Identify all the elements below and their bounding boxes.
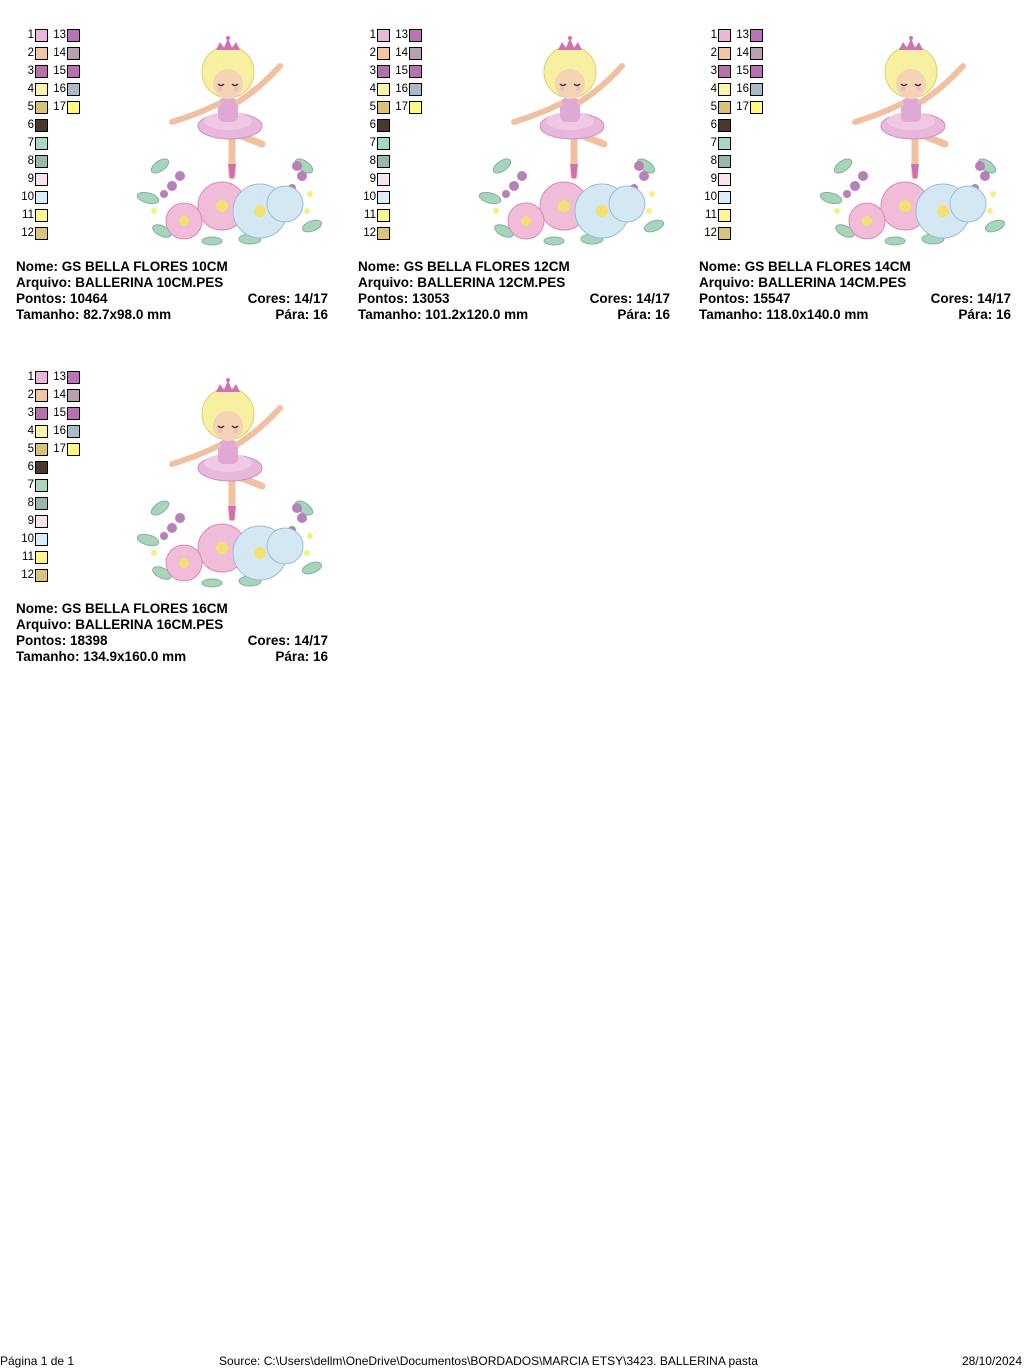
swatch-number: 12: [21, 569, 34, 581]
swatch-color-box: [377, 191, 390, 204]
color-swatch-12: [14, 566, 48, 584]
para-label: Pára:: [275, 649, 310, 664]
swatch-number: 3: [369, 65, 376, 77]
color-swatch-16: [48, 80, 80, 98]
swatch-number: 10: [704, 191, 717, 203]
swatch-color-box: [377, 29, 390, 42]
swatch-color-box: [718, 119, 731, 132]
swatch-color-box: [750, 83, 763, 96]
color-swatch-5: [697, 98, 731, 116]
swatch-color-box: [35, 515, 48, 528]
color-swatch-2: [14, 386, 48, 404]
swatch-color-box: [35, 389, 48, 402]
design-card: [14, 368, 334, 668]
color-swatch-4: [356, 80, 390, 98]
arquivo-value: BALLERINA 16CM.PES: [75, 617, 224, 632]
tamanho-label: Tamanho:: [358, 307, 422, 322]
swatch-number: 16: [53, 83, 66, 95]
color-swatch-7: [697, 134, 731, 152]
swatch-color-box: [750, 101, 763, 114]
color-swatch-5: [14, 440, 48, 458]
color-swatch-8: [356, 152, 390, 170]
swatch-color-box: [718, 65, 731, 78]
design-card: [697, 26, 1017, 326]
pontos-value: 15547: [753, 291, 791, 306]
footer-source: Source: C:\Users\dellm\OneDrive\Documentos\BORDADOS\MARCIA ETSY\3423. BALLERINA pasta: [219, 1354, 758, 1368]
swatch-color-box: [35, 497, 48, 510]
swatch-number: 2: [369, 47, 376, 59]
tamanho-value: 134.9x160.0 mm: [83, 649, 187, 664]
swatch-number: 13: [395, 29, 408, 41]
color-swatch-8: [697, 152, 731, 170]
swatch-color-box: [35, 29, 48, 42]
cores-value: 14/17: [636, 291, 670, 306]
color-swatch-1: [14, 368, 48, 386]
swatch-color-box: [377, 209, 390, 222]
nome-label: Nome:: [699, 259, 742, 274]
tamanho-value: 101.2x120.0 mm: [425, 307, 529, 322]
arquivo-value: BALLERINA 12CM.PES: [417, 275, 566, 290]
color-swatch-5: [14, 98, 48, 116]
swatch-color-box: [750, 65, 763, 78]
swatch-color-box: [67, 407, 80, 420]
swatch-color-box: [67, 47, 80, 60]
swatch-number: 12: [704, 227, 717, 239]
swatch-color-box: [377, 155, 390, 168]
swatch-number: 9: [710, 173, 717, 185]
swatch-number: 12: [363, 227, 376, 239]
nome-label: Nome:: [16, 601, 59, 616]
color-swatch-10: [697, 188, 731, 206]
color-swatch-1: [14, 26, 48, 44]
swatch-color-box: [35, 101, 48, 114]
nome-value: GS BELLA FLORES 10CM: [61, 259, 228, 274]
color-swatch-15: [48, 62, 80, 80]
color-swatch-13: [731, 26, 763, 44]
swatch-number: 1: [710, 29, 717, 41]
swatch-number: 4: [710, 83, 717, 95]
color-swatch-16: [731, 80, 763, 98]
swatch-number: 2: [27, 47, 34, 59]
color-swatch-8: [14, 494, 48, 512]
swatch-color-box: [409, 65, 422, 78]
swatch-color-box: [718, 47, 731, 60]
swatch-number: 15: [53, 407, 66, 419]
swatch-number: 6: [27, 461, 34, 473]
color-swatch-6: [697, 116, 731, 134]
swatch-number: 9: [369, 173, 376, 185]
color-swatch-3: [697, 62, 731, 80]
footer-page: Página 1 de 1: [0, 1354, 75, 1368]
cores-label: Cores:: [930, 291, 974, 306]
swatch-color-box: [35, 461, 48, 474]
swatch-number: 16: [53, 425, 66, 437]
swatch-color-box: [718, 173, 731, 186]
design-info: [699, 259, 1011, 323]
para-label: Pára:: [958, 307, 993, 322]
tamanho-value: 82.7x98.0 mm: [83, 307, 172, 322]
swatch-number: 17: [736, 101, 749, 113]
color-swatch-1: [356, 26, 390, 44]
para-label: Pára:: [617, 307, 652, 322]
color-swatch-15: [48, 404, 80, 422]
color-swatch-7: [14, 134, 48, 152]
swatch-number: 9: [27, 173, 34, 185]
swatch-number: 13: [53, 29, 66, 41]
color-swatch-17: [731, 98, 763, 116]
swatch-number: 8: [710, 155, 717, 167]
swatch-number: 17: [53, 101, 66, 113]
swatch-color-box: [377, 47, 390, 60]
color-swatch-9: [14, 512, 48, 530]
swatch-number: 3: [710, 65, 717, 77]
swatch-number: 6: [369, 119, 376, 131]
cores-value: 14/17: [294, 291, 328, 306]
pontos-label: Pontos:: [358, 291, 409, 306]
swatch-color-box: [409, 83, 422, 96]
color-swatch-4: [14, 422, 48, 440]
color-swatch-2: [356, 44, 390, 62]
color-swatch-17: [390, 98, 422, 116]
footer-date: 28/10/2024: [961, 1354, 1022, 1368]
swatch-number: 7: [710, 137, 717, 149]
color-swatch-2: [14, 44, 48, 62]
ballerina-embroidery-image: [132, 26, 322, 248]
nome-value: GS BELLA FLORES 12CM: [403, 259, 570, 274]
para-value: 16: [312, 307, 328, 322]
color-swatch-15: [731, 62, 763, 80]
swatch-number: 4: [27, 425, 34, 437]
color-swatch-10: [14, 530, 48, 548]
design-card: [356, 26, 676, 326]
swatch-color-box: [377, 173, 390, 186]
swatch-color-box: [409, 29, 422, 42]
swatch-number: 10: [21, 191, 34, 203]
cores-label: Cores:: [247, 291, 291, 306]
color-swatch-14: [48, 386, 80, 404]
color-swatch-10: [356, 188, 390, 206]
swatch-color-box: [718, 209, 731, 222]
swatch-number: 5: [27, 443, 34, 455]
swatch-color-box: [718, 191, 731, 204]
swatch-number: 4: [27, 83, 34, 95]
swatch-color-box: [67, 65, 80, 78]
para-value: 16: [654, 307, 670, 322]
swatch-color-box: [35, 533, 48, 546]
color-swatch-16: [48, 422, 80, 440]
swatch-color-box: [718, 83, 731, 96]
color-swatch-3: [14, 62, 48, 80]
swatch-color-box: [35, 137, 48, 150]
swatch-number: 8: [27, 497, 34, 509]
swatch-number: 5: [27, 101, 34, 113]
color-swatch-17: [48, 98, 80, 116]
arquivo-label: Arquivo:: [16, 275, 72, 290]
swatch-number: 15: [395, 65, 408, 77]
swatch-color-box: [35, 407, 48, 420]
swatch-number: 3: [27, 65, 34, 77]
color-swatch-15: [390, 62, 422, 80]
color-swatch-6: [14, 116, 48, 134]
swatch-number: 4: [369, 83, 376, 95]
swatch-color-box: [409, 47, 422, 60]
swatch-color-box: [718, 29, 731, 42]
swatch-color-box: [67, 443, 80, 456]
color-swatch-7: [14, 476, 48, 494]
color-swatch-8: [14, 152, 48, 170]
color-swatch-13: [390, 26, 422, 44]
nome-value: GS BELLA FLORES 16CM: [61, 601, 228, 616]
swatch-number: 10: [21, 533, 34, 545]
swatch-number: 11: [705, 209, 717, 221]
color-swatch-2: [697, 44, 731, 62]
swatch-color-box: [718, 227, 731, 240]
swatch-number: 11: [364, 209, 376, 221]
swatch-color-box: [377, 65, 390, 78]
swatch-number: 17: [53, 443, 66, 455]
swatch-color-box: [35, 551, 48, 564]
swatch-color-box: [35, 173, 48, 186]
tamanho-label: Tamanho:: [16, 307, 80, 322]
color-swatch-16: [390, 80, 422, 98]
color-swatch-11: [356, 206, 390, 224]
swatch-number: 8: [27, 155, 34, 167]
swatch-number: 7: [369, 137, 376, 149]
color-swatch-3: [356, 62, 390, 80]
color-swatch-11: [14, 548, 48, 566]
swatch-number: 8: [369, 155, 376, 167]
swatch-color-box: [67, 83, 80, 96]
swatch-color-box: [377, 101, 390, 114]
swatch-color-box: [750, 29, 763, 42]
swatch-color-box: [35, 83, 48, 96]
swatch-color-box: [35, 47, 48, 60]
pontos-value: 18398: [70, 633, 108, 648]
swatch-number: 13: [53, 371, 66, 383]
cores-value: 14/17: [977, 291, 1011, 306]
swatch-number: 6: [710, 119, 717, 131]
nome-value: GS BELLA FLORES 14CM: [744, 259, 911, 274]
swatch-number: 15: [53, 65, 66, 77]
swatch-number: 15: [736, 65, 749, 77]
swatch-color-box: [67, 425, 80, 438]
swatch-color-box: [35, 443, 48, 456]
tamanho-label: Tamanho:: [16, 649, 80, 664]
swatch-number: 11: [22, 551, 34, 563]
swatch-color-box: [67, 389, 80, 402]
color-swatch-13: [48, 368, 80, 386]
swatch-color-box: [35, 209, 48, 222]
arquivo-value: BALLERINA 10CM.PES: [75, 275, 224, 290]
color-swatch-1: [697, 26, 731, 44]
swatch-color-box: [35, 65, 48, 78]
pontos-label: Pontos:: [699, 291, 750, 306]
color-swatch-14: [731, 44, 763, 62]
swatch-number: 9: [27, 515, 34, 527]
swatch-color-box: [718, 155, 731, 168]
para-label: Pára:: [275, 307, 310, 322]
swatch-number: 1: [27, 29, 34, 41]
color-swatch-13: [48, 26, 80, 44]
swatch-number: 3: [27, 407, 34, 419]
swatch-number: 14: [53, 389, 66, 401]
arquivo-value: BALLERINA 14CM.PES: [758, 275, 907, 290]
swatch-number: 14: [395, 47, 408, 59]
pontos-value: 13053: [412, 291, 450, 306]
swatch-color-box: [409, 101, 422, 114]
design-info: [358, 259, 670, 323]
color-swatch-17: [48, 440, 80, 458]
swatch-color-box: [35, 569, 48, 582]
swatch-color-box: [67, 29, 80, 42]
swatch-color-box: [718, 101, 731, 114]
swatch-color-box: [35, 425, 48, 438]
swatch-number: 16: [736, 83, 749, 95]
swatch-number: 11: [22, 209, 34, 221]
nome-label: Nome:: [358, 259, 401, 274]
arquivo-label: Arquivo:: [358, 275, 414, 290]
color-swatch-3: [14, 404, 48, 422]
cores-label: Cores:: [589, 291, 633, 306]
color-swatch-14: [390, 44, 422, 62]
para-value: 16: [995, 307, 1011, 322]
swatch-number: 5: [710, 101, 717, 113]
tamanho-label: Tamanho:: [699, 307, 763, 322]
swatch-color-box: [35, 119, 48, 132]
swatch-number: 1: [27, 371, 34, 383]
swatch-number: 14: [53, 47, 66, 59]
swatch-color-box: [377, 137, 390, 150]
swatch-color-box: [750, 47, 763, 60]
swatch-number: 12: [21, 227, 34, 239]
color-swatch-10: [14, 188, 48, 206]
swatch-color-box: [67, 371, 80, 384]
ballerina-embroidery-image: [474, 26, 664, 248]
swatch-number: 2: [27, 389, 34, 401]
swatch-color-box: [377, 83, 390, 96]
color-swatch-9: [14, 170, 48, 188]
color-swatch-6: [14, 458, 48, 476]
color-swatch-9: [697, 170, 731, 188]
color-swatch-4: [697, 80, 731, 98]
cores-label: Cores:: [247, 633, 291, 648]
arquivo-label: Arquivo:: [16, 617, 72, 632]
swatch-color-box: [718, 137, 731, 150]
color-swatch-11: [697, 206, 731, 224]
swatch-number: 5: [369, 101, 376, 113]
ballerina-embroidery-image: [132, 368, 322, 590]
color-swatch-9: [356, 170, 390, 188]
color-swatch-12: [697, 224, 731, 242]
arquivo-label: Arquivo:: [699, 275, 755, 290]
swatch-number: 14: [736, 47, 749, 59]
color-swatch-14: [48, 44, 80, 62]
swatch-color-box: [67, 101, 80, 114]
swatch-number: 6: [27, 119, 34, 131]
pontos-label: Pontos:: [16, 633, 67, 648]
swatch-number: 2: [710, 47, 717, 59]
color-swatch-5: [356, 98, 390, 116]
swatch-color-box: [35, 371, 48, 384]
color-swatch-6: [356, 116, 390, 134]
swatch-number: 17: [395, 101, 408, 113]
swatch-number: 7: [27, 137, 34, 149]
color-swatch-7: [356, 134, 390, 152]
cores-value: 14/17: [294, 633, 328, 648]
design-card: [14, 26, 334, 326]
color-swatch-12: [14, 224, 48, 242]
tamanho-value: 118.0x140.0 mm: [766, 307, 869, 322]
swatch-number: 10: [363, 191, 376, 203]
swatch-number: 16: [395, 83, 408, 95]
swatch-number: 1: [369, 29, 376, 41]
nome-label: Nome:: [16, 259, 59, 274]
swatch-color-box: [35, 479, 48, 492]
color-swatch-12: [356, 224, 390, 242]
swatch-color-box: [35, 227, 48, 240]
design-info: [16, 601, 328, 665]
swatch-number: 7: [27, 479, 34, 491]
swatch-color-box: [377, 227, 390, 240]
swatch-number: 13: [736, 29, 749, 41]
color-swatch-4: [14, 80, 48, 98]
para-value: 16: [312, 649, 328, 664]
color-swatch-11: [14, 206, 48, 224]
pontos-label: Pontos:: [16, 291, 67, 306]
design-info: [16, 259, 328, 323]
ballerina-embroidery-image: [815, 26, 1005, 248]
swatch-color-box: [377, 119, 390, 132]
swatch-color-box: [35, 155, 48, 168]
pontos-value: 10464: [70, 291, 108, 306]
swatch-color-box: [35, 191, 48, 204]
